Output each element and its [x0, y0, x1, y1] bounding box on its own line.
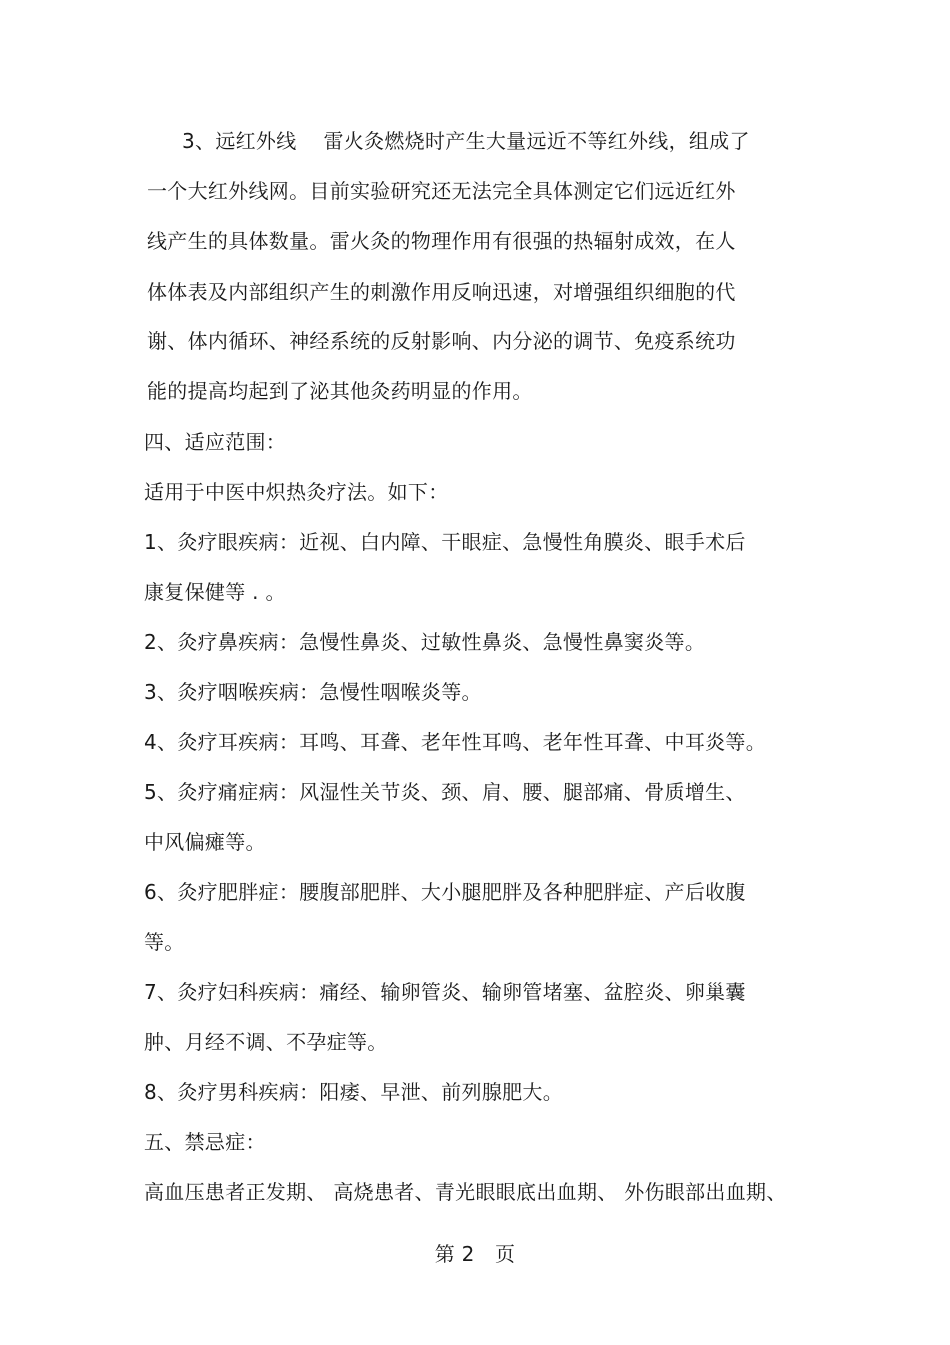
list-item: 6、灸疗肥胖症：腰腹部肥胖、大小腿肥胖及各种肥胖症、产后收腹 [144, 880, 746, 904]
paragraph-line: 线产生的具体数量。雷火灸的物理作用有很强的热辐射成效，在人 [147, 229, 736, 253]
list-item: 7、灸疗妇科疾病：痛经、输卵管炎、输卵管堵塞、盆腔炎、卵巢囊 [144, 980, 746, 1004]
section-heading: 四、适应范围： [144, 430, 287, 454]
paragraph-line: 能的提高均起到了泌其他灸药明显的作用。 [147, 379, 533, 403]
list-item-continuation: 中风偏瘫等。 [144, 830, 266, 854]
page-number: 第 2 页 [434, 1242, 516, 1266]
paragraph-line: 3、远红外线 雷火灸燃烧时产生大量远近不等红外线，组成了 [182, 129, 750, 153]
paragraph-line: 高血压患者正发期、 高烧患者、青光眼眼底出血期、 外伤眼部出血期、 [144, 1180, 787, 1204]
paragraph-line: 体体表及内部组织产生的刺激作用反响迅速，对增强组织细胞的代 [147, 280, 736, 304]
list-item: 4、灸疗耳疾病：耳鸣、耳聋、老年性耳鸣、老年性耳聋、中耳炎等。 [144, 730, 767, 754]
list-item-continuation: 肿、月经不调、不孕症等。 [144, 1030, 388, 1054]
list-item: 8、灸疗男科疾病：阳痿、早泄、前列腺肥大。 [144, 1080, 564, 1104]
paragraph-line: 一个大红外线网。目前实验研究还无法完全具体测定它们远近红外 [147, 179, 736, 203]
list-item: 3、灸疗咽喉疾病：急慢性咽喉炎等。 [144, 680, 482, 704]
list-item: 5、灸疗痛症病：风湿性关节炎、颈、肩、腰、腿部痛、骨质增生、 [144, 780, 746, 804]
list-item-continuation: 等。 [144, 930, 185, 954]
paragraph-line: 谢、体内循环、神经系统的反射影响、内分泌的调节、免疫系统功 [147, 329, 736, 353]
list-item-continuation: 康复保健等 . 。 [144, 580, 286, 604]
list-item: 1、灸疗眼疾病：近视、白内障、干眼症、急慢性角膜炎、眼手术后 [144, 530, 746, 554]
section-heading: 五、禁忌症： [144, 1130, 266, 1154]
paragraph-line: 适用于中医中炽热灸疗法。如下： [144, 480, 449, 504]
list-item: 2、灸疗鼻疾病：急慢性鼻炎、过敏性鼻炎、急慢性鼻窦炎等。 [144, 630, 706, 654]
